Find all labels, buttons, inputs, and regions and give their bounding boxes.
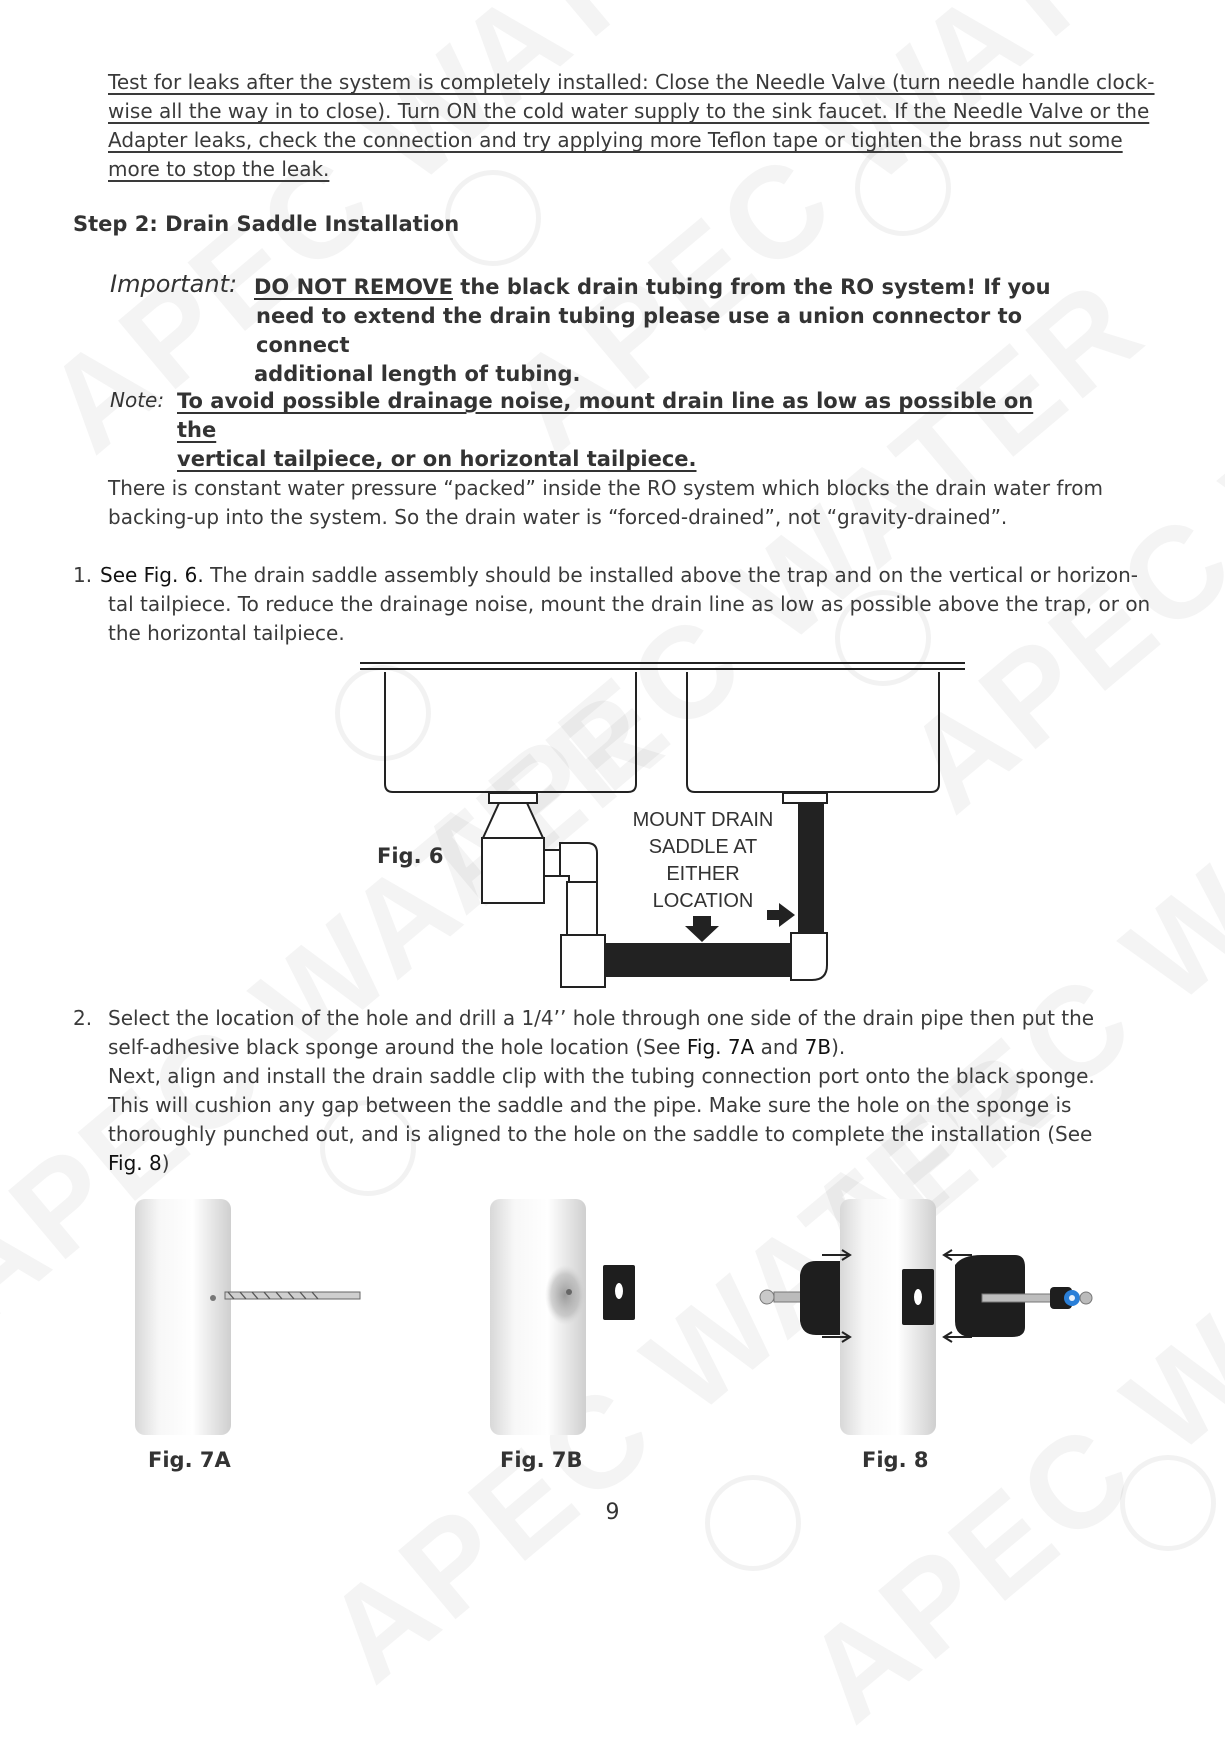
important-line: the black drain tubing from the RO system! If you [452,275,1051,299]
item2-line: Select the location of the hole and drill a 1/4’’ hole through one side of the drain pipe then put the [108,1006,1095,1030]
fig-reference: Fig. 7A [686,1035,755,1059]
garbage-disposal [482,838,544,903]
note-line: To avoid possible drainage noise, mount drain line as low as possible on the [177,389,1034,442]
item2-word: ) [161,1151,170,1175]
pressure-line: backing-up into the system. So the drain water is “forced-drained”, not “gravity-drained”. [108,505,1008,529]
sponge-on-pipe [545,1265,585,1325]
note-label: Note: [110,388,165,412]
item1-line: the horizontal tailpiece. [108,621,345,645]
page-number: 9 [605,1500,620,1525]
arrow-right-icon [767,903,795,927]
fig6-sink-illustration [355,660,970,990]
leak-test-line: wise all the way in to close). Turn ON the cold water supply to the sink faucet. If the Needle Valve or the [108,99,1150,123]
leak-test-line: more to stop the leak. [108,157,330,181]
leak-test-line: Test for leaks after the system is completely installed: Close the Needle Valve (turn needle handle clock- [108,70,1155,94]
watermark-seal-icon [445,170,541,266]
important-line: need to extend the drain tubing please use a union connector to connect [256,304,1023,357]
trap-tee [561,935,605,987]
callout-line: SADDLE AT [648,836,758,858]
left-vertical-pipe [567,882,597,937]
item1-line: The drain saddle assembly should be installed above the trap and on the vertical or horizon- [203,563,1138,587]
important-text [254,273,1114,389]
nut [760,1290,774,1304]
right-sink-basin [687,672,939,792]
pressure-line: There is constant water pressure “packed” inside the RO system which blocks the drain water from [108,476,1103,500]
fig6-caption: Fig. 6 [377,844,444,868]
pressure-paragraph [108,474,1168,532]
arrow-down-icon [685,916,719,942]
callout-line: LOCATION [652,890,754,912]
arrow-right-icon [822,1250,850,1260]
bolt-end [774,1292,802,1302]
right-drain-flange [783,793,827,803]
item2-line: Next, align and install the drain saddle clip with the tubing connection port onto the black sponge. [108,1064,1095,1088]
fig-reference: Fig. 8 [108,1151,162,1175]
fig-reference: 7B [804,1035,832,1059]
note-text [177,387,1077,474]
bolt-head [1080,1292,1092,1304]
leak-test-line: Adapter leaks, check the connection and try applying more Teflon tape or tighten the brass nut some [108,128,1123,152]
left-sink-basin [385,672,636,792]
sponge-hole [914,1289,922,1305]
horizontal-tailpiece [605,943,791,977]
item1-text [100,561,1180,648]
fig7b-caption: Fig. 7B [500,1448,583,1472]
leak-test-paragraph [108,68,1168,184]
vertical-tailpiece [798,803,824,933]
important-line: additional length of tubing. [254,362,581,386]
item2-word: and [754,1035,805,1059]
elbow-left [560,843,597,882]
saddle-bolt [982,1294,1052,1302]
drilled-hole [566,1289,572,1295]
disposal-outlet [544,850,560,876]
tubing-port-bore [1069,1295,1075,1301]
fig8-saddle-assembly-illustration [750,1195,1100,1440]
item2-line: self-adhesive black sponge around the hole location (See [108,1035,687,1059]
drilled-hole [210,1295,216,1301]
callout-line: EITHER [666,863,740,885]
step-heading: Step 2: Drain Saddle Installation [73,212,460,236]
fig8-caption: Fig. 8 [862,1448,929,1472]
important-emphasis: DO NOT REMOVE [254,275,453,299]
left-drain-flange [489,793,537,803]
fig-reference: See Fig. 6. [100,563,204,587]
disposal-funnel [483,803,543,838]
item2-line: This will cushion any gap between the saddle and the pipe. Make sure the hole on the sponge is [108,1093,1072,1117]
drain-pipe [135,1199,231,1435]
saddle-back-clamp [800,1261,840,1335]
important-label: Important: [110,270,238,298]
item-number: 2. [73,1006,93,1030]
note-line: vertical tailpiece, or on horizontal tailpiece. [177,447,697,471]
callout-line: MOUNT DRAIN [632,809,774,831]
item2-word: ). [831,1035,846,1059]
fig7a-caption: Fig. 7A [148,1448,231,1472]
item-number: 1. [73,563,93,587]
sponge-hole [615,1283,623,1299]
item1-line: tal tailpiece. To reduce the drainage noise, mount the drain line as low as possible above the trap, or on [108,592,1151,616]
fig7b-sponge-illustration [475,1195,675,1440]
fig7a-drilling-illustration [120,1195,380,1440]
item2-line: thoroughly punched out, and is aligned to the hole on the saddle to complete the installation (See [108,1122,1093,1146]
elbow-right [791,933,827,980]
item2-text [108,1004,1178,1178]
